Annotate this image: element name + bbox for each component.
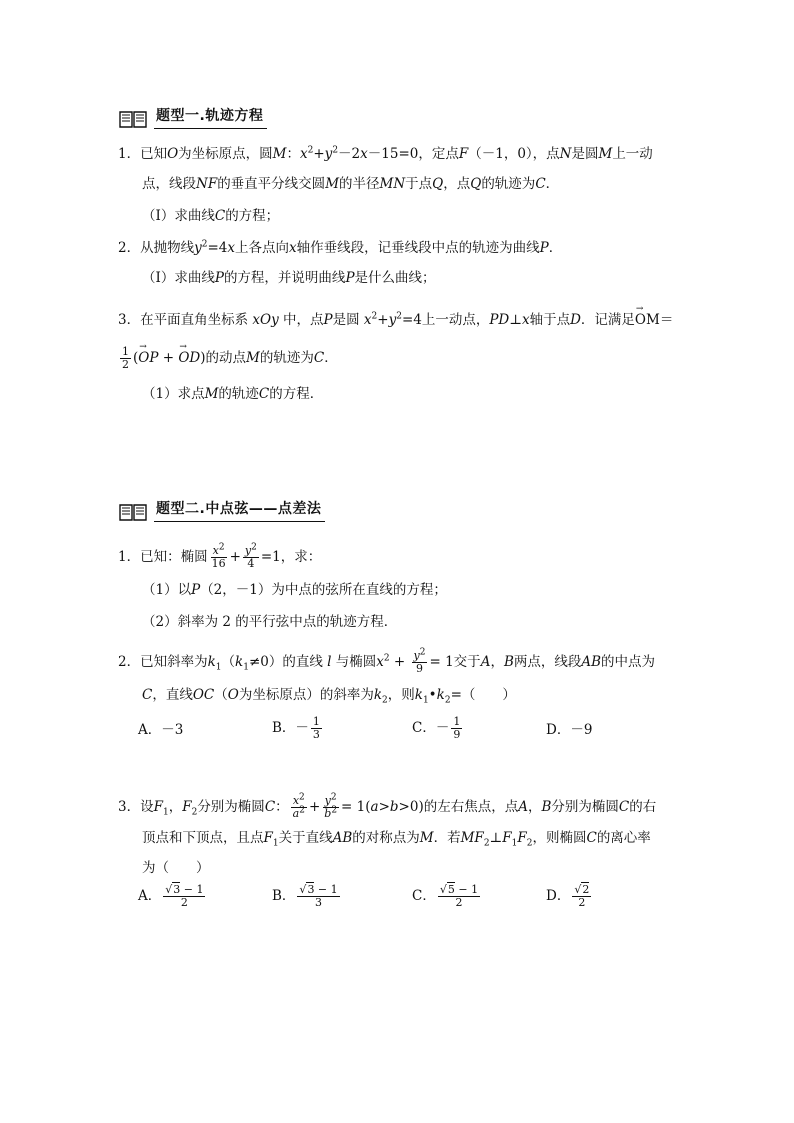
section-header-1: [118, 105, 267, 129]
question-2-1-part2: （2）斜率为 2 的平行弦中点的轨迹方程．: [142, 614, 398, 630]
question-2-2-line2: C，直线OC（O为坐标原点）的斜率为$k_2$，则$k_1•k_2=$（ ）: [142, 687, 516, 706]
question-2-1-line1: 1．已知：椭圆 $\frac{x^2}{16}$ + $\frac{y^2}{4}$ =1，求：: [118, 542, 322, 570]
question-2-3-line2: 顶点和下顶点，且点$F_1$关于直线AB的对称点为M．若$MF_2\perp F_1F_2$，则椭圆C的离心率: [142, 830, 651, 849]
option-b: B．－ $\frac{1}{3}$: [272, 715, 320, 741]
question-1-3-part1: （1）求点M的轨迹C的方程．: [142, 386, 324, 402]
question-1-1-part1: （Ⅰ）求曲线C的方程；: [142, 208, 280, 224]
section-title: 题型一.轨迹方程: [154, 105, 267, 129]
question-1-1-line1: 1．已知O为坐标原点，圆M：$x^2+y^2-2x-15=0$，定点F（－1，0），点N是圆M上一动: [118, 145, 653, 162]
question-1-3-line2: $\frac{1}{2}$ (→ OP + → OD)的动点M的轨迹为C．: [118, 346, 338, 371]
question-2-3-line1: 3．设$F_1$，$F_2$分别为椭圆C： $\frac{x^2}{a^2}$ + $\frac{y^2}{b^2}$ = 1(a>b>0)的左右焦点，点A，B分别为椭圆C的右: [118, 792, 657, 820]
open-book-icon: [118, 502, 148, 522]
question-1-2-line1: 2．从抛物线$y^2=4x$上各点向x轴作垂线段，记垂线段中点的轨迹为曲线P．: [118, 239, 563, 256]
question-1-2-part1: （Ⅰ）求曲线P的方程，并说明曲线P是什么曲线；: [142, 270, 436, 286]
open-book-icon: [118, 109, 148, 129]
question-1-1-line2: 点，线段NF的垂直平分线交圆M的半径MN于点Q，点Q的轨迹为C．: [142, 176, 560, 192]
option-d: D． $\frac{√2}{2}$: [546, 883, 590, 909]
option-a: A． $\frac{√3 - 1}{2}$: [138, 883, 204, 909]
question-2-3-line3: 为（ ）: [142, 860, 210, 876]
question-1-3-line1: 3．在平面直角坐标系 xOy 中，点P是圆 $x^2+y^2=4$上一动点，PD⊥x轴于点D．记满足→ OM＝: [118, 310, 673, 330]
question-2-1-part1: （1）以P（2，－1）为中点的弦所在直线的方程；: [142, 582, 447, 598]
section-title: 题型二.中点弦——点差法: [154, 498, 325, 522]
section-header-2: [118, 498, 325, 522]
option-b: B． $\frac{√3 - 1}{3}$: [272, 883, 338, 909]
option-c: C． $\frac{√5 - 1}{2}$: [412, 883, 479, 909]
question-2-2-line1: 2．已知斜率为$k_1(k_1\ne 0)$的直线 l 与椭圆$x^2$ + $\frac{y^2}{9}$ = 1交于A，B两点，线段AB的中点为: [118, 647, 656, 675]
option-d: D．－9: [546, 722, 593, 738]
option-c: C．－ $\frac{1}{9}$: [412, 715, 461, 741]
option-a: A．－3: [138, 722, 184, 738]
